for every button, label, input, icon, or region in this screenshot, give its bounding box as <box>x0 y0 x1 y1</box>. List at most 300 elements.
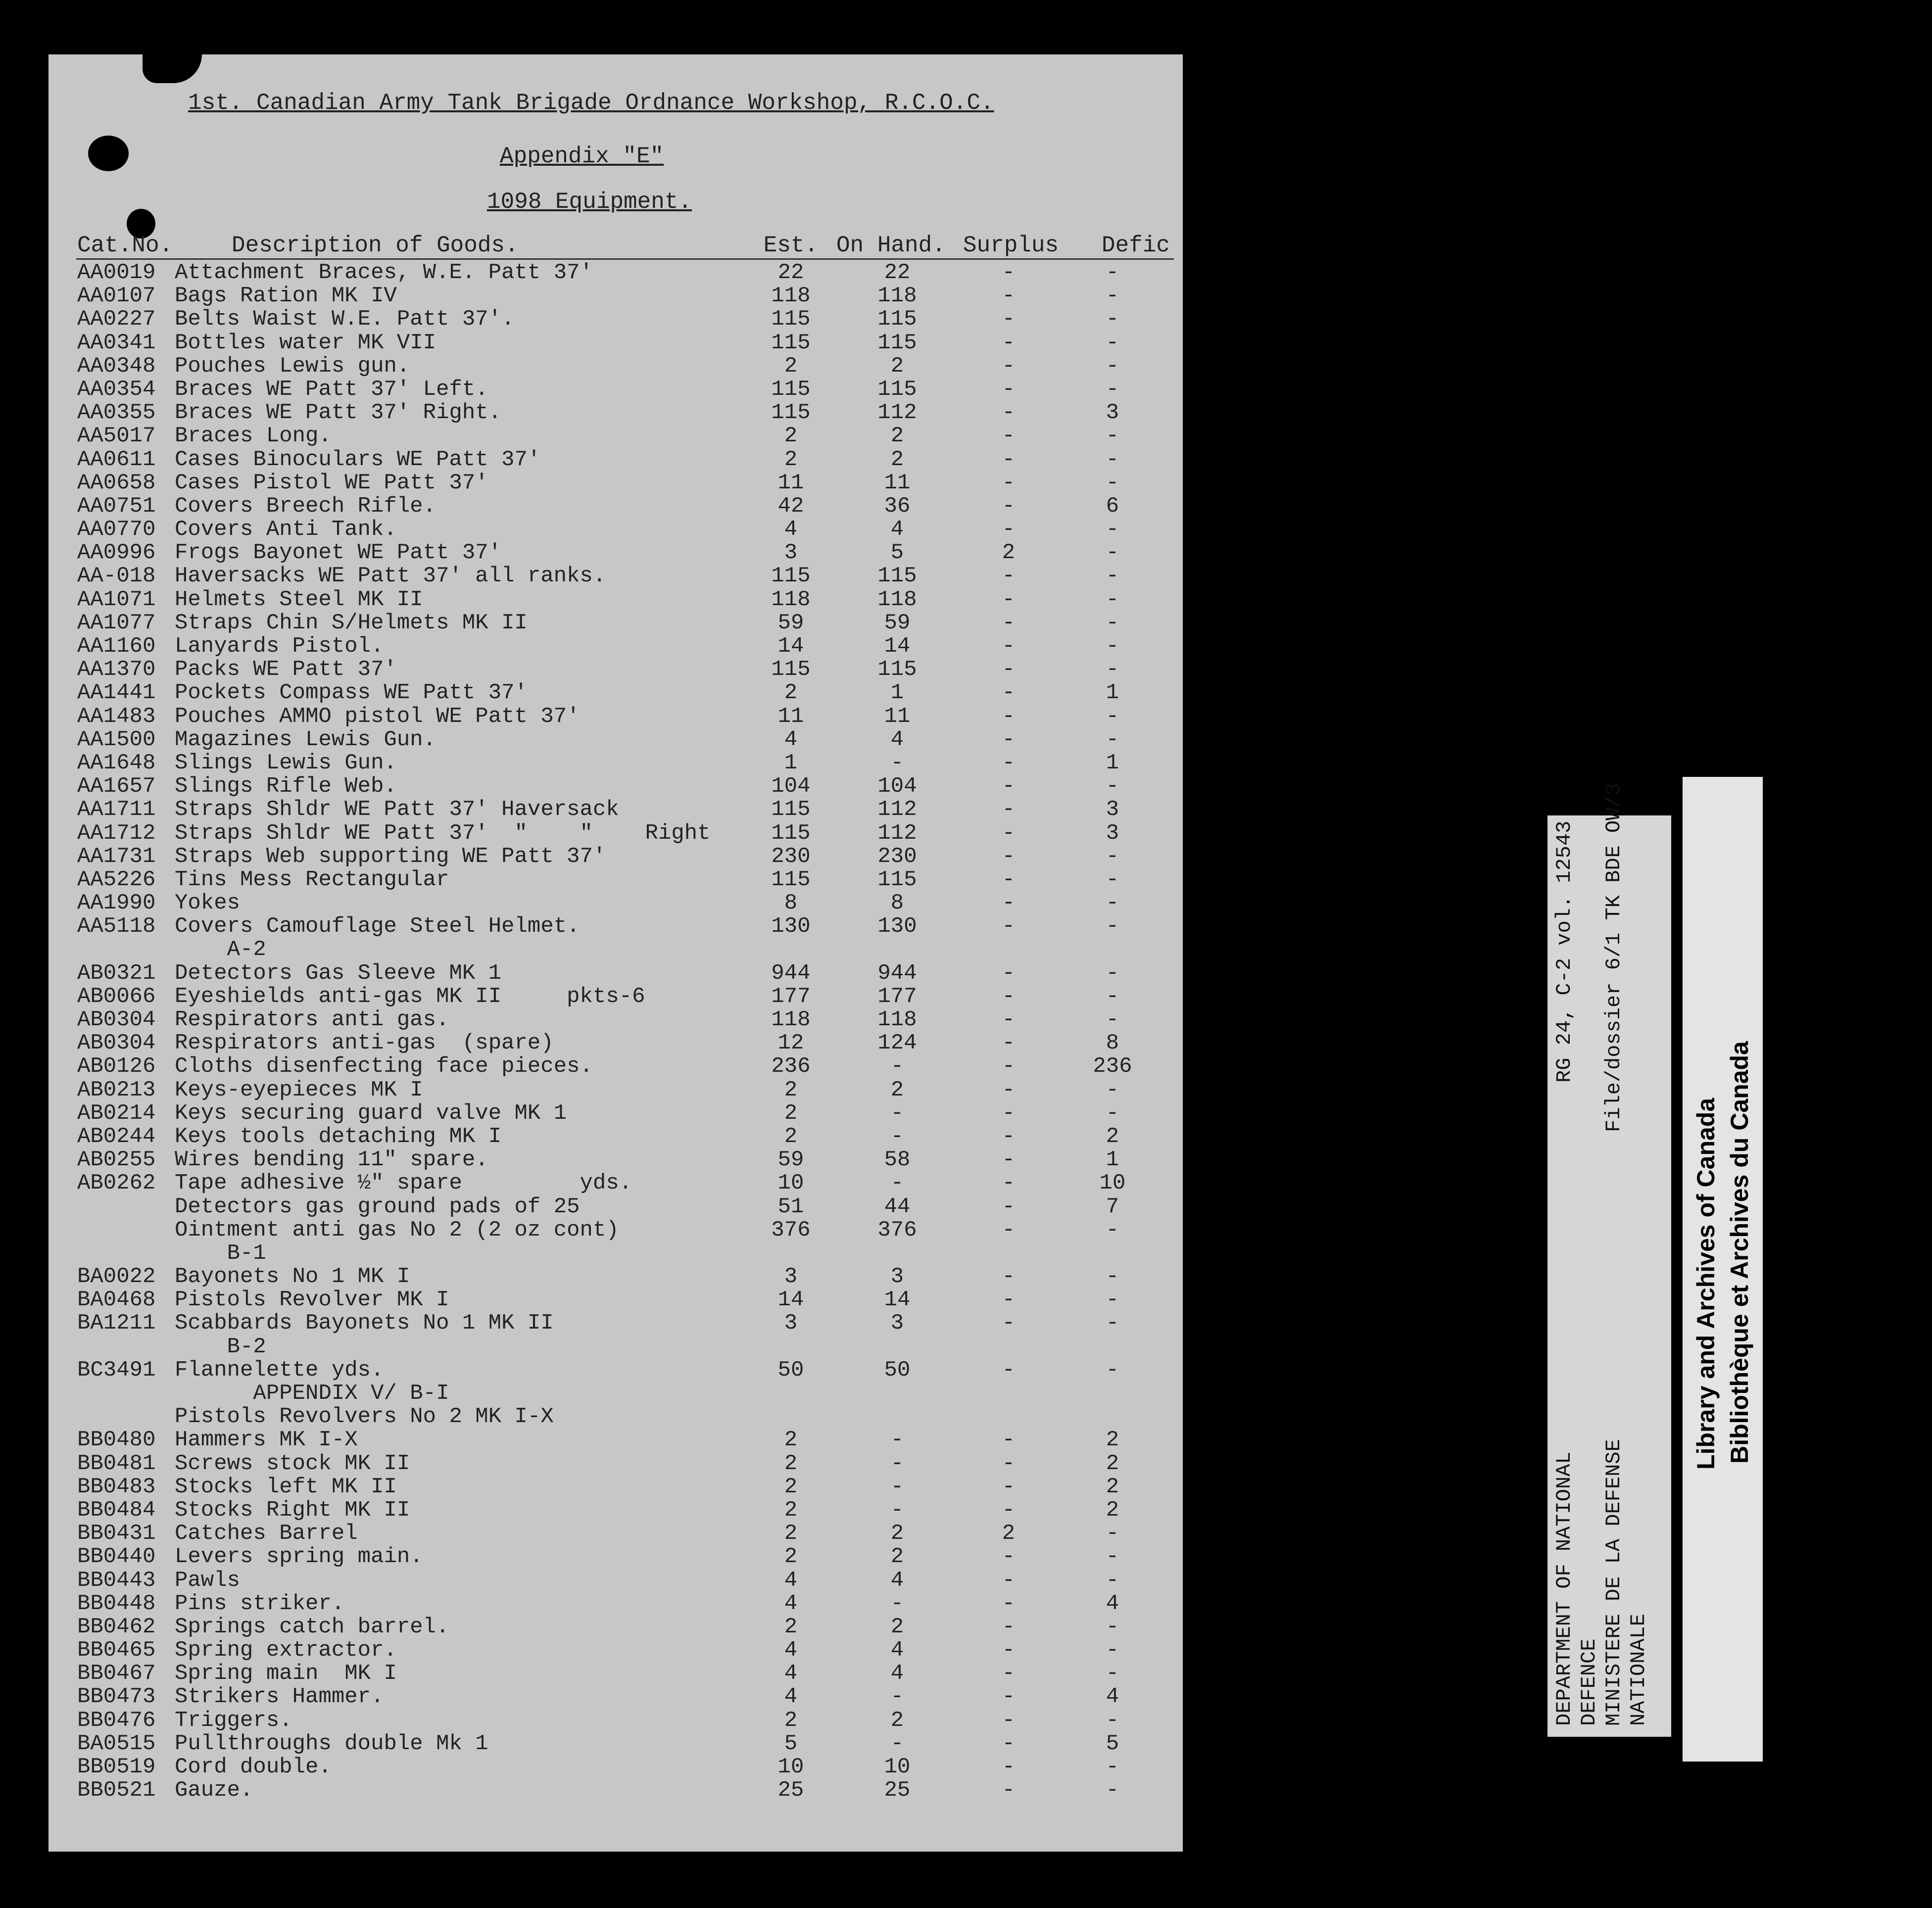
archive-stamp <box>1547 783 1671 1737</box>
cell-est: 2 <box>784 1077 798 1102</box>
cell-description: Detectors gas ground pads of 25 <box>175 1194 580 1219</box>
cell-surplus: - <box>1002 750 1015 775</box>
cell-est: 4 <box>784 1591 798 1616</box>
lac-english: Library and Archives of Canada <box>1692 1097 1720 1470</box>
table-row <box>48 285 1183 308</box>
cell-cat-no: BB0465 <box>77 1638 156 1663</box>
cell-on-hand: 112 <box>877 400 917 426</box>
cell-cat-no: AA1731 <box>77 844 156 869</box>
cell-description: Spring main MK I <box>175 1661 397 1686</box>
cell-on-hand: 115 <box>877 377 917 402</box>
table-row <box>48 705 1183 728</box>
cell-cat-no: AA1441 <box>77 680 156 706</box>
cell-est: 1 <box>784 750 798 775</box>
cell-on-hand: 2 <box>890 424 904 449</box>
cell-est: 2 <box>784 1708 798 1733</box>
table-row <box>48 261 1183 285</box>
cell-on-hand: 4 <box>890 1638 904 1663</box>
cell-defic: - <box>1106 1614 1119 1639</box>
cell-on-hand: 59 <box>884 610 911 635</box>
cell-defic: - <box>1106 353 1119 379</box>
cell-defic: - <box>1106 1755 1119 1779</box>
cell-description: Attachment Braces, W.E. Patt 37' <box>175 260 593 285</box>
table-row <box>48 1545 1183 1569</box>
cell-cat-no: BB0481 <box>77 1451 156 1476</box>
cell-surplus: - <box>1002 1147 1015 1173</box>
cell-cat-no: AA1990 <box>77 891 156 916</box>
cell-description: Covers Breech Rifle. <box>175 493 436 519</box>
cell-surplus: - <box>1002 1031 1015 1056</box>
cell-est: 115 <box>771 564 811 589</box>
cell-cat-no: AA0770 <box>77 517 156 542</box>
cell-surplus: - <box>1002 867 1015 892</box>
cell-surplus: - <box>1002 1217 1015 1242</box>
cell-defic: - <box>1106 984 1119 1009</box>
cell-on-hand: - <box>890 1451 904 1476</box>
cell-on-hand: 11 <box>884 704 911 729</box>
cell-surplus: 2 <box>1002 540 1015 566</box>
table-row <box>48 1079 1183 1102</box>
cell-surplus: - <box>1002 1755 1015 1779</box>
cell-description: Strikers Hammer. <box>175 1684 384 1710</box>
cell-on-hand: 3 <box>890 1311 904 1336</box>
cell-surplus: - <box>1002 1544 1015 1570</box>
cell-est: 14 <box>777 1288 804 1313</box>
cell-est: 22 <box>777 260 804 285</box>
cell-cat-no: AA1483 <box>77 704 156 729</box>
cell-defic: 3 <box>1106 797 1119 822</box>
cell-surplus: - <box>1002 680 1015 706</box>
cell-surplus: - <box>1002 960 1015 986</box>
cell-on-hand: 44 <box>884 1194 911 1219</box>
cell-cat-no: AB0304 <box>77 1031 156 1056</box>
table-row <box>48 845 1183 868</box>
cell-description: Triggers. <box>175 1708 292 1733</box>
cell-defic: - <box>1106 1778 1119 1803</box>
cell-defic: - <box>1106 1007 1119 1032</box>
cell-defic: - <box>1106 844 1119 869</box>
cell-est: 2 <box>784 1100 798 1126</box>
table-row <box>48 1499 1183 1522</box>
cell-cat-no: BB0484 <box>77 1497 156 1523</box>
cell-est: 59 <box>777 610 804 635</box>
table-row <box>48 1522 1183 1545</box>
cell-surplus: - <box>1002 517 1015 542</box>
cell-on-hand: 2 <box>890 447 904 472</box>
cell-on-hand: 25 <box>884 1778 911 1803</box>
table-row <box>48 332 1183 355</box>
cell-defic: - <box>1106 960 1119 986</box>
cell-on-hand: 10 <box>884 1755 911 1779</box>
cell-description: Respirators anti-gas (spare) <box>175 1031 554 1056</box>
cell-est: 25 <box>777 1778 804 1803</box>
cell-cat-no: BB0473 <box>77 1684 156 1710</box>
cell-on-hand: - <box>890 1124 904 1149</box>
torn-corner <box>143 54 202 83</box>
cell-defic: - <box>1106 610 1119 635</box>
cell-on-hand: 115 <box>877 564 917 589</box>
table-row <box>48 1336 1183 1359</box>
cell-description: Cord double. <box>175 1755 332 1779</box>
cell-on-hand: 1 <box>890 680 904 706</box>
cell-defic: - <box>1106 1288 1119 1313</box>
cell-defic: - <box>1106 891 1119 916</box>
cell-defic: - <box>1106 1708 1119 1733</box>
cell-defic: 10 <box>1099 1171 1126 1196</box>
cell-cat-no: BB0521 <box>77 1778 156 1803</box>
cell-on-hand: 230 <box>877 844 917 869</box>
cell-est: 230 <box>771 844 811 869</box>
cell-cat-no: BB0476 <box>77 1708 156 1733</box>
cell-defic: - <box>1106 657 1119 682</box>
cell-cat-no: AA5017 <box>77 424 156 449</box>
cell-defic: - <box>1106 260 1119 285</box>
cell-surplus: - <box>1002 307 1015 332</box>
table-row <box>48 1172 1183 1195</box>
cell-on-hand: - <box>890 1731 904 1756</box>
cell-description: Pistols Revolver MK I <box>175 1288 449 1313</box>
cell-cat-no: AB0321 <box>77 960 156 986</box>
cell-cat-no: BA0515 <box>77 1731 156 1756</box>
cell-on-hand: 2 <box>890 1614 904 1639</box>
cell-est: 4 <box>784 517 798 542</box>
cell-description: Spring extractor. <box>175 1638 397 1663</box>
cell-description: Tape adhesive ½" spare yds. <box>175 1171 632 1196</box>
cell-on-hand: 14 <box>884 1288 911 1313</box>
cell-cat-no: BB0519 <box>77 1755 156 1779</box>
cell-description: Helmets Steel MK II <box>175 587 423 612</box>
cell-cat-no: AA1711 <box>77 797 156 822</box>
table-row <box>48 1476 1183 1499</box>
table-row <box>48 1148 1183 1172</box>
cell-surplus: - <box>1002 984 1015 1009</box>
cell-on-hand: 4 <box>890 1661 904 1686</box>
table-row <box>48 752 1183 775</box>
cell-description: Cases Pistol WE Patt 37' <box>175 470 488 495</box>
cell-description: Catches Barrel <box>175 1521 358 1546</box>
cell-on-hand: 115 <box>877 307 917 332</box>
cell-est: 115 <box>771 820 811 846</box>
table-row <box>48 1125 1183 1148</box>
cell-description: Braces Long. <box>175 424 332 449</box>
cell-defic: - <box>1106 704 1119 729</box>
cell-est: 14 <box>777 634 804 659</box>
cell-surplus: - <box>1002 1638 1015 1663</box>
table-row <box>48 1008 1183 1032</box>
cell-surplus: - <box>1002 1428 1015 1453</box>
cell-on-hand: 2 <box>890 1544 904 1570</box>
cell-defic: 3 <box>1106 400 1119 426</box>
cell-description: Covers Anti Tank. <box>175 517 397 542</box>
cell-description: Stocks Right MK II <box>175 1497 410 1523</box>
cell-description: Bottles water MK VII <box>175 330 436 355</box>
cell-description: Pouches AMMO pistol WE Patt 37' <box>175 704 580 729</box>
cell-surplus: - <box>1002 1614 1015 1639</box>
table-row <box>48 962 1183 985</box>
cell-on-hand: 4 <box>890 1568 904 1593</box>
cell-surplus: - <box>1002 1124 1015 1149</box>
cell-surplus: - <box>1002 1100 1015 1126</box>
cell-on-hand: 115 <box>877 657 917 682</box>
cell-surplus: - <box>1002 1684 1015 1710</box>
cell-surplus: - <box>1002 1451 1015 1476</box>
table-row <box>48 1242 1183 1265</box>
cell-surplus: - <box>1002 424 1015 449</box>
cell-cat-no: AB0214 <box>77 1100 156 1126</box>
table-row <box>48 1685 1183 1709</box>
cell-surplus: - <box>1002 820 1015 846</box>
table-row <box>48 1032 1183 1055</box>
cell-defic: 6 <box>1106 493 1119 519</box>
cell-cat-no: BB0480 <box>77 1428 156 1453</box>
cell-surplus: - <box>1002 1007 1015 1032</box>
cell-est: 51 <box>777 1194 804 1219</box>
cell-on-hand: 118 <box>877 1007 917 1032</box>
table-row <box>48 401 1183 425</box>
cell-defic: - <box>1106 377 1119 402</box>
lac-french: Bibliothèque et Archives du Canada <box>1726 1041 1753 1464</box>
table-row <box>48 1639 1183 1662</box>
table-row <box>48 355 1183 378</box>
cell-on-hand: 22 <box>884 260 911 285</box>
cell-est: 376 <box>771 1217 811 1242</box>
cell-est: 2 <box>784 1474 798 1499</box>
cell-est: 2 <box>784 353 798 379</box>
cell-surplus: - <box>1002 844 1015 869</box>
cell-cat-no: BB0431 <box>77 1521 156 1546</box>
table-row <box>48 1102 1183 1125</box>
table-row <box>48 1592 1183 1616</box>
cell-defic: - <box>1106 1077 1119 1102</box>
cell-on-hand: 4 <box>890 517 904 542</box>
cell-defic: 5 <box>1106 1731 1119 1756</box>
cell-cat-no: AA0348 <box>77 353 156 379</box>
cell-cat-no: BB0483 <box>77 1474 156 1499</box>
equipment-table <box>48 261 1183 1802</box>
cell-surplus: - <box>1002 704 1015 729</box>
table-row <box>48 1219 1183 1242</box>
document-title: 1st. Canadian Army Tank Brigade Ordnance Workshop, R.C.O.C. <box>188 90 994 116</box>
cell-est: 118 <box>771 587 811 612</box>
cell-defic: 2 <box>1106 1124 1119 1149</box>
cell-description: Braces WE Patt 37' Right. <box>175 400 502 426</box>
cell-defic: - <box>1106 914 1119 939</box>
cell-surplus: - <box>1002 587 1015 612</box>
cell-est: 2 <box>784 1614 798 1639</box>
table-row <box>48 378 1183 401</box>
header-surplus: Surplus <box>963 233 1059 258</box>
cell-description: Packs WE Patt 37' <box>175 657 397 682</box>
cell-surplus: - <box>1002 447 1015 472</box>
cell-description: Keys securing guard valve MK 1 <box>175 1100 567 1126</box>
cell-description: Straps Chin S/Helmets MK II <box>175 610 528 635</box>
cell-defic: - <box>1106 634 1119 659</box>
cell-defic: 8 <box>1106 1031 1119 1056</box>
cell-est: 50 <box>777 1357 804 1383</box>
header-est: Est. <box>763 233 819 258</box>
cell-surplus: - <box>1002 1778 1015 1803</box>
cell-description: Covers Camouflage Steel Helmet. <box>175 914 580 939</box>
table-row <box>48 798 1183 821</box>
cell-description: Screws stock MK II <box>175 1451 410 1476</box>
cell-surplus: - <box>1002 891 1015 916</box>
cell-cat-no: AA1500 <box>77 727 156 752</box>
header-rule <box>76 258 1174 260</box>
cell-cat-no: AA0354 <box>77 377 156 402</box>
cell-est: 59 <box>777 1147 804 1173</box>
cell-defic: - <box>1106 540 1119 566</box>
cell-description: Straps Shldr WE Patt 37' " " Right <box>175 820 711 846</box>
cell-cat-no: AB0126 <box>77 1054 156 1079</box>
cell-defic: - <box>1106 470 1119 495</box>
cell-est: 10 <box>777 1755 804 1779</box>
cell-cat-no: AA1648 <box>77 750 156 775</box>
cell-defic: 1 <box>1106 750 1119 775</box>
cell-description: Gauze. <box>175 1778 253 1803</box>
cell-defic: - <box>1106 1521 1119 1546</box>
cell-description: Detectors Gas Sleeve MK 1 <box>175 960 502 986</box>
cell-est: 4 <box>784 1661 798 1686</box>
cell-defic: - <box>1106 1311 1119 1336</box>
cell-description: Haversacks WE Patt 37' all ranks. <box>175 564 606 589</box>
stamp-ministere-line1: MINISTERE DE LA DEFENSE <box>1602 1439 1626 1726</box>
cell-on-hand: 3 <box>890 1264 904 1289</box>
cell-cat-no: AB0213 <box>77 1077 156 1102</box>
cell-on-hand: 118 <box>877 587 917 612</box>
cell-description: Bayonets No 1 MK I <box>175 1264 410 1289</box>
cell-cat-no: BA0468 <box>77 1288 156 1313</box>
cell-est: 115 <box>771 797 811 822</box>
table-row <box>48 985 1183 1008</box>
cell-surplus: - <box>1002 1568 1015 1593</box>
cell-description: B-1 <box>175 1240 266 1266</box>
cell-on-hand: - <box>890 1100 904 1126</box>
document-subtitle: 1098 Equipment. <box>487 189 692 215</box>
table-row <box>48 915 1183 938</box>
cell-est: 11 <box>777 470 804 495</box>
table-row <box>48 728 1183 752</box>
cell-surplus: - <box>1002 400 1015 426</box>
cell-on-hand: 58 <box>884 1147 911 1173</box>
header-desc: Description of Goods. <box>232 233 519 258</box>
cell-cat-no: AB0304 <box>77 1007 156 1032</box>
table-row <box>48 681 1183 705</box>
header-on-hand: On Hand. <box>836 233 946 258</box>
cell-surplus: - <box>1002 1077 1015 1102</box>
cell-surplus: - <box>1002 1591 1015 1616</box>
cell-on-hand: 944 <box>877 960 917 986</box>
cell-cat-no: AA1160 <box>77 634 156 659</box>
cell-on-hand: 115 <box>877 867 917 892</box>
cell-on-hand: 112 <box>877 797 917 822</box>
cell-on-hand: 177 <box>877 984 917 1009</box>
cell-on-hand: 8 <box>890 891 904 916</box>
cell-on-hand: 112 <box>877 820 917 846</box>
table-row <box>48 892 1183 915</box>
cell-est: 4 <box>784 1568 798 1593</box>
cell-cat-no: BB0462 <box>77 1614 156 1639</box>
table-row <box>48 1569 1183 1592</box>
cell-est: 12 <box>777 1031 804 1056</box>
cell-on-hand: - <box>890 1171 904 1196</box>
cell-description: Magazines Lewis Gun. <box>175 727 436 752</box>
cell-surplus: - <box>1002 493 1015 519</box>
cell-defic: - <box>1106 1544 1119 1570</box>
cell-defic: 4 <box>1106 1591 1119 1616</box>
cell-on-hand: - <box>890 750 904 775</box>
cell-surplus: - <box>1002 1171 1015 1196</box>
table-row <box>48 1616 1183 1639</box>
cell-on-hand: 5 <box>890 540 904 566</box>
cell-cat-no: AA0227 <box>77 307 156 332</box>
cell-est: 3 <box>784 1264 798 1289</box>
cell-est: 2 <box>784 1124 798 1149</box>
cell-cat-no: BB0440 <box>77 1544 156 1570</box>
cell-description: Stocks left MK II <box>175 1474 397 1499</box>
cell-surplus: - <box>1002 797 1015 822</box>
table-row <box>48 938 1183 961</box>
cell-surplus: - <box>1002 610 1015 635</box>
cell-surplus: - <box>1002 1054 1015 1079</box>
cell-description: Eyeshields anti-gas MK II pkts-6 <box>175 984 645 1009</box>
cell-cat-no: AA1712 <box>77 820 156 846</box>
cell-description: Levers spring main. <box>175 1544 423 1570</box>
cell-defic: - <box>1106 564 1119 589</box>
cell-surplus: - <box>1002 914 1015 939</box>
table-row <box>48 1288 1183 1312</box>
cell-surplus: - <box>1002 353 1015 379</box>
cell-on-hand: 2 <box>890 353 904 379</box>
cell-est: 118 <box>771 1007 811 1032</box>
cell-cat-no: BB0467 <box>77 1661 156 1686</box>
cell-defic: 2 <box>1106 1451 1119 1476</box>
cell-description: Frogs Bayonet WE Patt 37' <box>175 540 502 566</box>
table-row <box>48 1756 1183 1779</box>
cell-est: 115 <box>771 400 811 426</box>
cell-defic: - <box>1106 284 1119 309</box>
cell-cat-no: AA0019 <box>77 260 156 285</box>
cell-est: 8 <box>784 891 798 916</box>
cell-surplus: - <box>1002 1264 1015 1289</box>
cell-description: Braces WE Patt 37' Left. <box>175 377 488 402</box>
cell-surplus: - <box>1002 657 1015 682</box>
cell-description: APPENDIX V/ B-I <box>175 1381 449 1406</box>
table-row <box>48 472 1183 495</box>
cell-est: 10 <box>777 1171 804 1196</box>
cell-surplus: 2 <box>1002 1521 1015 1546</box>
cell-description: Pouches Lewis gun. <box>175 353 410 379</box>
cell-defic: - <box>1106 307 1119 332</box>
stamp-dept-line2: DEFENCE <box>1577 1638 1601 1726</box>
table-row <box>48 635 1183 658</box>
cell-description: Slings Rifle Web. <box>175 774 397 799</box>
cell-cat-no: AB0262 <box>77 1171 156 1196</box>
cell-surplus: - <box>1002 564 1015 589</box>
table-row <box>48 658 1183 681</box>
cell-on-hand: 50 <box>884 1357 911 1383</box>
table-row <box>48 1055 1183 1078</box>
cell-description: A-2 <box>175 937 266 962</box>
cell-cat-no: AA0996 <box>77 540 156 566</box>
cell-est: 115 <box>771 867 811 892</box>
cell-surplus: - <box>1002 1731 1015 1756</box>
cell-est: 177 <box>771 984 811 1009</box>
cell-defic: 236 <box>1093 1054 1132 1079</box>
cell-surplus: - <box>1002 470 1015 495</box>
cell-surplus: - <box>1002 1288 1015 1313</box>
lac-label <box>1683 777 1763 1762</box>
cell-on-hand: 4 <box>890 727 904 752</box>
